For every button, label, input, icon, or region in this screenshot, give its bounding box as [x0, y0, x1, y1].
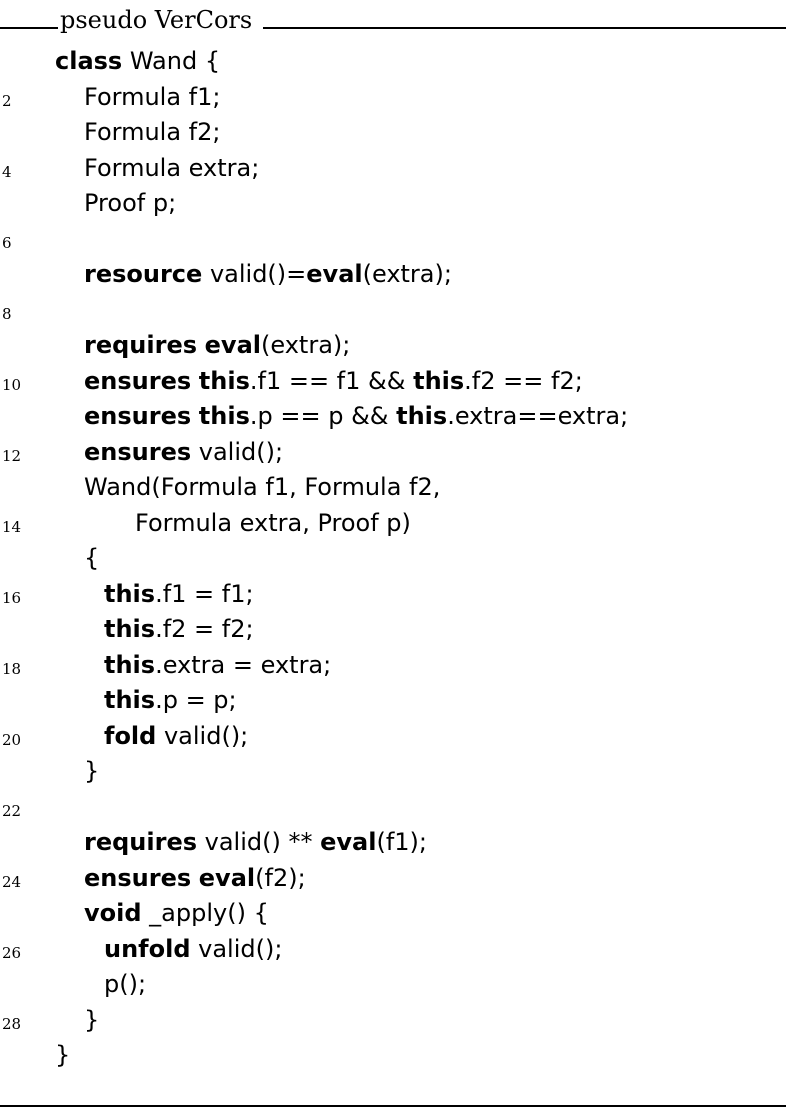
code-line [0, 932, 786, 967]
keyword-token: void [84, 899, 142, 927]
keyword-token: ensures [84, 402, 192, 430]
code-line [0, 719, 786, 754]
code-token [197, 331, 205, 359]
line-number: 22 [2, 801, 22, 820]
code-line [0, 648, 786, 683]
code-text [84, 825, 427, 860]
code-line [0, 506, 786, 541]
code-token: Wand(Formula f1, Formula f2, [84, 473, 441, 501]
code-text [84, 541, 99, 576]
code-text [104, 683, 237, 718]
keyword-token: requires [84, 331, 198, 359]
line-number: 10 [2, 375, 22, 394]
code-text [84, 328, 350, 363]
line-number: 8 [2, 304, 12, 323]
code-token: .extra==extra; [447, 402, 629, 430]
code-text [104, 967, 146, 1002]
code-line [0, 364, 786, 399]
listing-caption-row [0, 4, 786, 34]
keyword-token: this [104, 615, 156, 643]
code-line [0, 683, 786, 718]
code-line [0, 399, 786, 434]
code-text [84, 399, 628, 434]
code-line [0, 44, 786, 79]
code-text [84, 364, 583, 399]
keyword-token: class [55, 47, 123, 75]
line-number: 6 [2, 233, 12, 252]
code-token: .f2 = f2; [155, 615, 254, 643]
keyword-token: this [198, 402, 250, 430]
code-text [104, 648, 331, 683]
code-line [0, 293, 786, 328]
code-token: } [84, 1005, 100, 1034]
keyword-token: ensures [84, 366, 192, 395]
line-number: 4 [2, 162, 12, 181]
keyword-token: eval [320, 828, 377, 856]
code-text [84, 435, 283, 470]
line-number: 14 [2, 517, 22, 536]
keyword-token: eval [198, 863, 256, 892]
code-text [84, 470, 440, 505]
keyword-token: this [396, 402, 448, 430]
code-token: } [55, 1041, 71, 1069]
code-line [0, 1038, 786, 1073]
code-token [191, 402, 199, 430]
code-line [0, 541, 786, 576]
line-number: 2 [2, 91, 12, 110]
line-number: 26 [2, 943, 22, 962]
code-token: Formula extra; [84, 153, 260, 182]
code-line [0, 435, 786, 470]
code-token: (f1); [376, 828, 427, 856]
code-line [0, 115, 786, 150]
code-token: _apply() { [141, 899, 269, 927]
code-line [0, 967, 786, 1002]
line-number: 12 [2, 446, 22, 465]
code-text [84, 896, 269, 931]
listing-caption: pseudo VerCors [60, 6, 253, 34]
code-text [104, 719, 248, 754]
code-line [0, 825, 786, 860]
code-token: .p = p; [155, 686, 237, 714]
code-text [84, 115, 220, 150]
code-token: Wand { [122, 47, 221, 75]
code-text [55, 44, 220, 79]
code-token: (extra); [261, 331, 351, 359]
caption-rule-left [0, 27, 58, 29]
caption-rule-right [263, 27, 786, 29]
code-token: .f1 = f1; [155, 579, 254, 608]
code-line [0, 790, 786, 825]
code-token: valid()= [202, 260, 307, 288]
code-text [104, 932, 282, 967]
keyword-token: ensures [84, 863, 192, 892]
code-text [104, 612, 254, 647]
code-text [104, 577, 254, 612]
code-line [0, 186, 786, 221]
line-number: 28 [2, 1014, 22, 1033]
code-token: .p == p && [249, 402, 397, 430]
code-line [0, 328, 786, 363]
keyword-token: this [104, 686, 156, 714]
code-text [135, 506, 411, 541]
code-text [84, 754, 99, 789]
code-line [0, 257, 786, 292]
code-line [0, 470, 786, 505]
line-number: 24 [2, 872, 22, 891]
code-text [84, 151, 259, 186]
code-token: Formula extra, Proof p) [135, 508, 411, 537]
keyword-token: ensures [84, 437, 192, 466]
code-text [84, 1003, 99, 1038]
code-line [0, 151, 786, 186]
code-token: .extra = extra; [155, 650, 332, 679]
code-token: Formula f1; [84, 82, 221, 111]
keyword-token: requires [84, 828, 198, 856]
code-line [0, 612, 786, 647]
code-token: Proof p; [84, 189, 177, 217]
code-token: valid(); [190, 934, 283, 963]
keyword-token: eval [204, 331, 261, 359]
keyword-token: this [104, 579, 156, 608]
line-number: 16 [2, 588, 22, 607]
code-token: Formula f2; [84, 118, 221, 146]
code-line [0, 1003, 786, 1038]
code-token: (extra); [362, 260, 452, 288]
keyword-token: this [198, 366, 250, 395]
keyword-token: unfold [104, 934, 191, 963]
code-token: valid(); [191, 437, 284, 466]
code-text [55, 1038, 70, 1073]
keyword-token: fold [104, 721, 157, 750]
keyword-token: this [413, 366, 465, 395]
code-token [191, 367, 199, 395]
line-number: 18 [2, 659, 22, 678]
code-token: .f1 == f1 && [249, 366, 414, 395]
line-number: 20 [2, 730, 22, 749]
keyword-token: this [104, 650, 156, 679]
code-line [0, 577, 786, 612]
code-text [84, 257, 452, 292]
code-text [84, 80, 220, 115]
keyword-token: eval [306, 260, 363, 288]
code-token: p(); [104, 970, 147, 998]
code-line [0, 861, 786, 896]
code-text [84, 861, 306, 896]
code-line [0, 754, 786, 789]
code-token: (f2); [255, 863, 306, 892]
keyword-token: resource [84, 260, 203, 288]
code-token [191, 864, 199, 892]
bottom-rule [0, 1105, 786, 1107]
code-token: { [84, 544, 100, 572]
code-line [0, 80, 786, 115]
code-line [0, 222, 786, 257]
code-token: valid(); [156, 721, 249, 750]
code-token: valid() ** [197, 828, 321, 856]
code-token: .f2 == f2; [464, 366, 583, 395]
code-text [84, 186, 176, 221]
code-line [0, 896, 786, 931]
code-token: } [84, 757, 100, 785]
